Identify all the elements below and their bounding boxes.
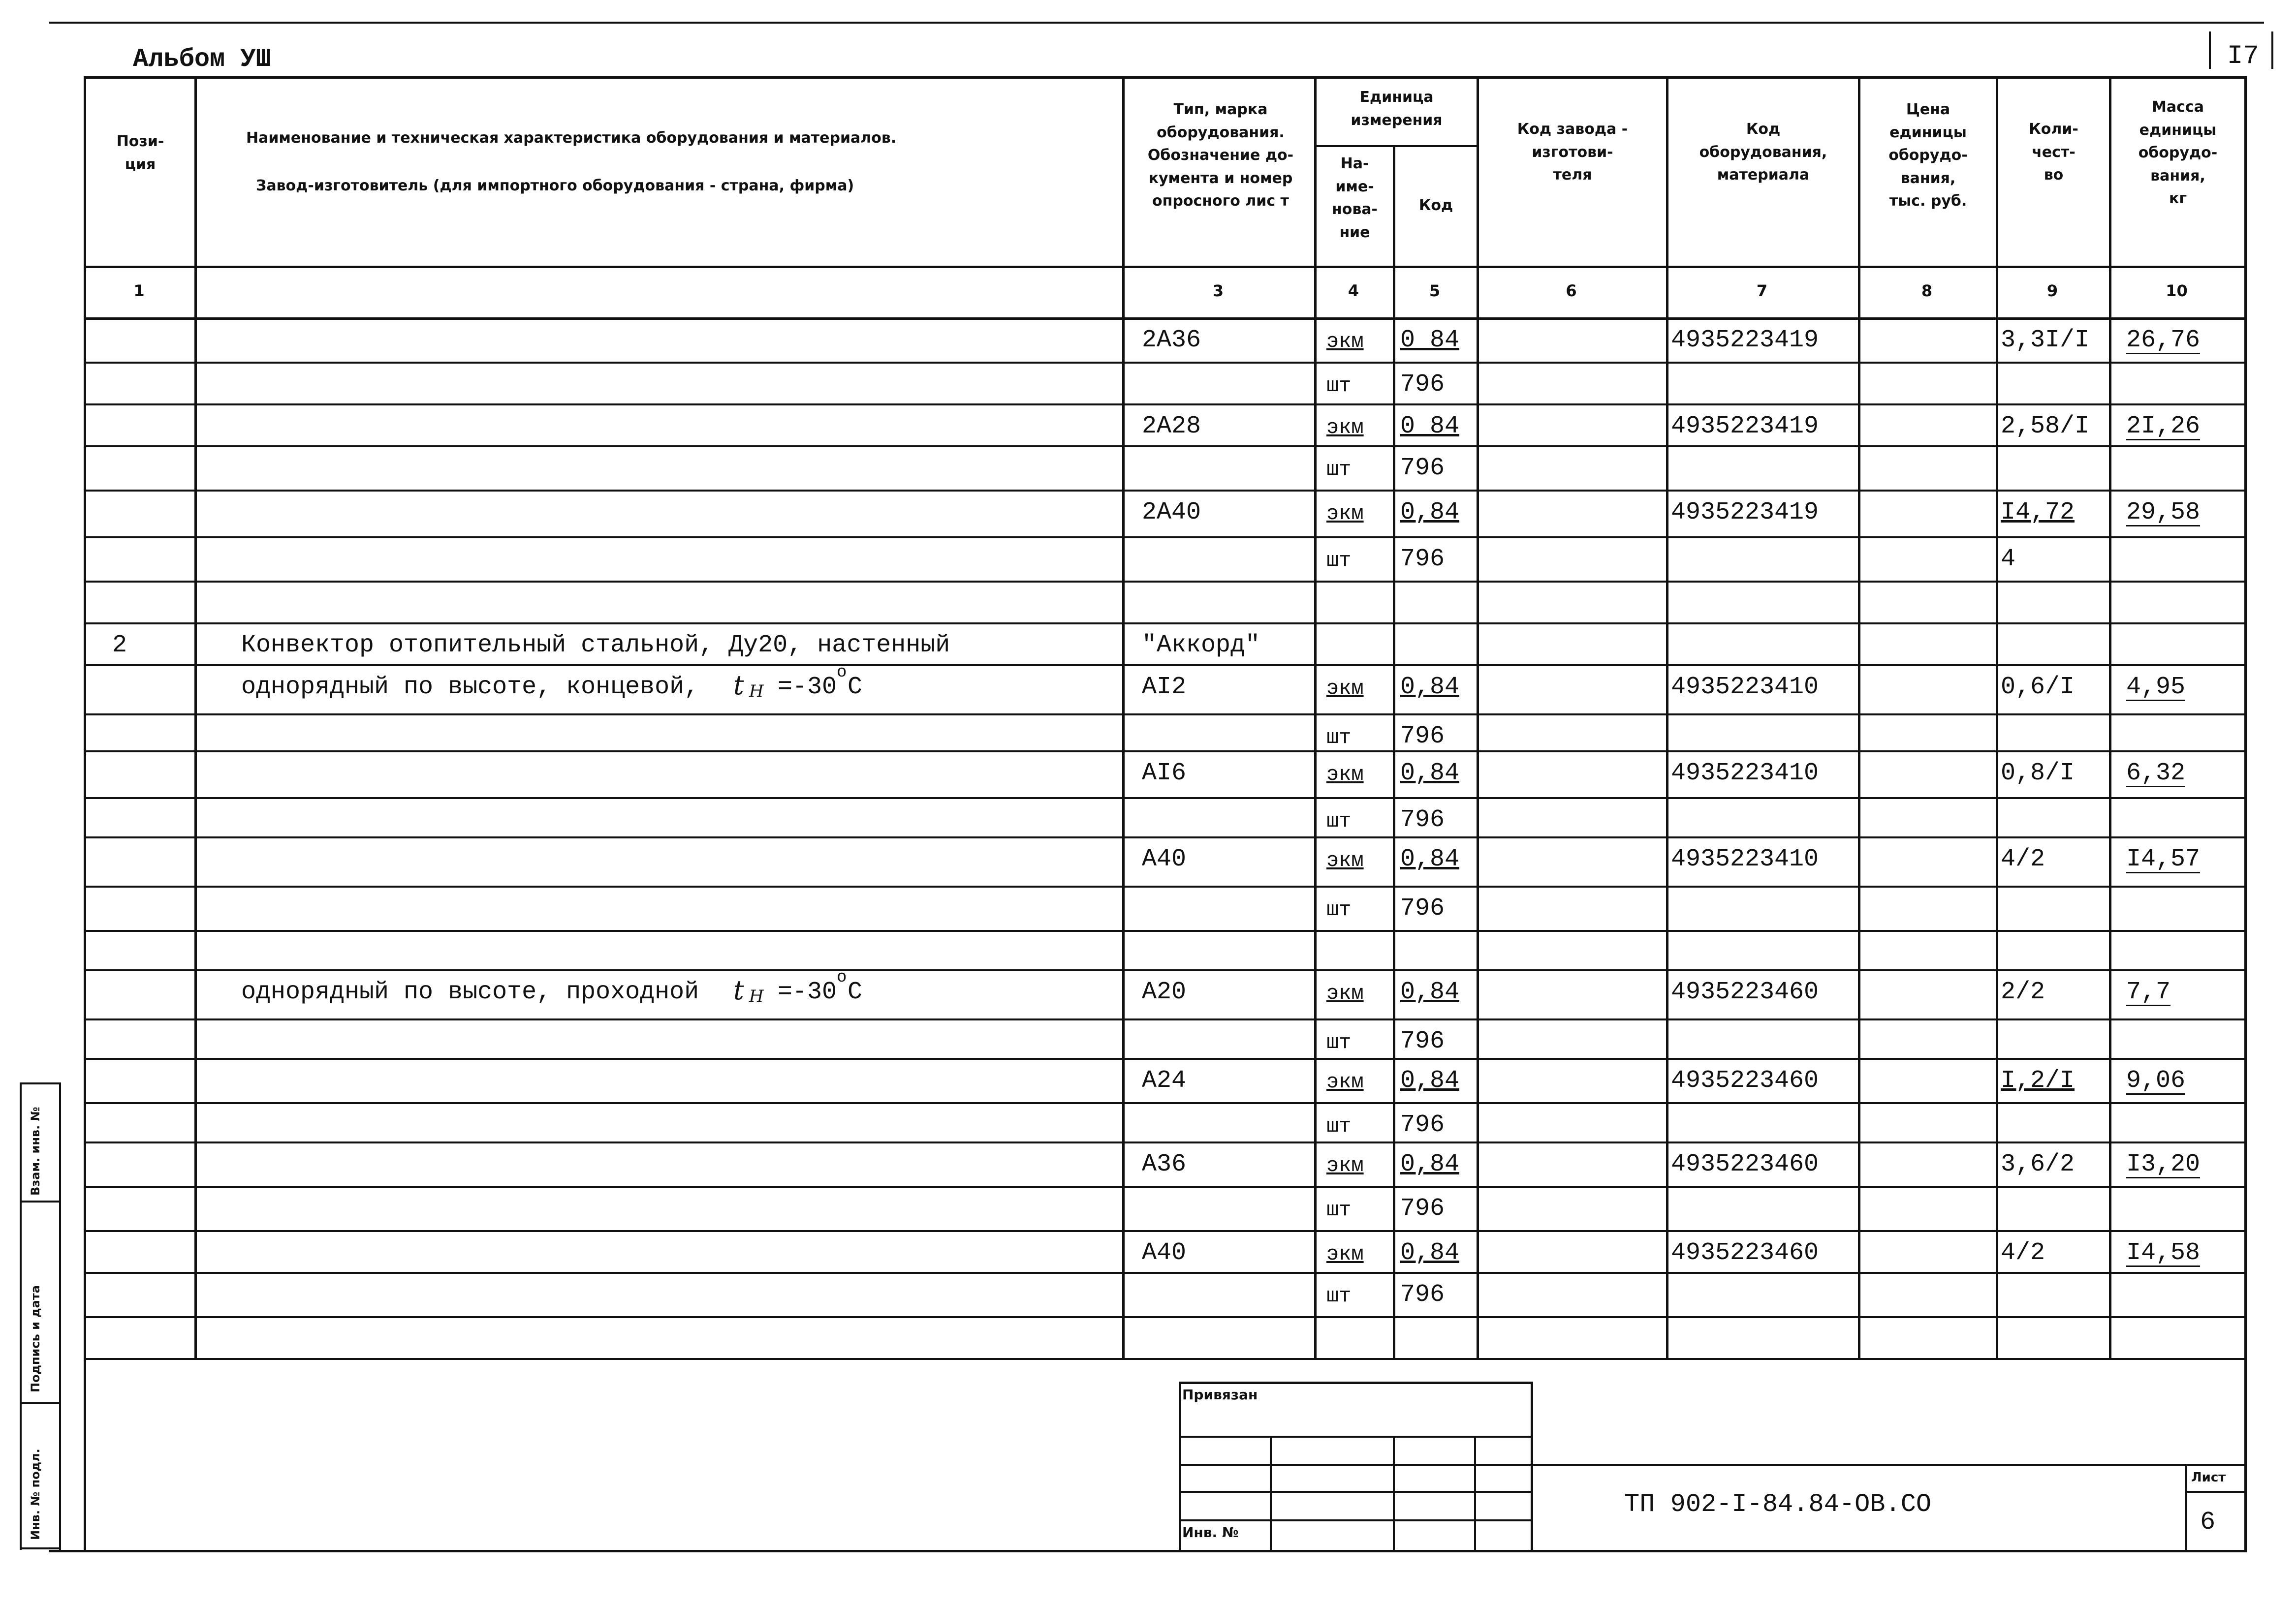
- row-unit: экм: [1326, 982, 1364, 1005]
- row-line: [84, 886, 2244, 888]
- column-number: 7: [1756, 281, 1768, 300]
- row-unit: экм: [1326, 763, 1364, 786]
- row-unit: шт: [1326, 549, 1352, 572]
- frame-left: [84, 1358, 86, 1552]
- row-type: А36: [1142, 1150, 1187, 1178]
- page-number: I7: [2227, 41, 2259, 71]
- row-type: АI2: [1142, 673, 1187, 701]
- row-unit: шт: [1326, 1284, 1352, 1308]
- row-unit: шт: [1326, 809, 1352, 833]
- row-line: [84, 403, 2244, 405]
- row-unit-code: 0,84: [1400, 1150, 1460, 1178]
- row-equipment-code: 4935223460: [1671, 1067, 1819, 1095]
- row-quantity: 0,6/I: [2001, 673, 2075, 701]
- row-unit: экм: [1326, 1070, 1364, 1094]
- header-type: Тип, марка оборудования. Обозначение до- кумента и номер опросного лис т: [1147, 101, 1294, 210]
- temperature-subscript: Н: [749, 681, 764, 701]
- row-unit-code: 0,84: [1400, 1067, 1460, 1095]
- header-quantity: Коли- чест- во: [2029, 121, 2078, 184]
- column-number: 6: [1566, 281, 1577, 300]
- row-unit-code: 796: [1400, 895, 1445, 923]
- row-type: А40: [1142, 845, 1187, 873]
- stamp-line: [2185, 1491, 2244, 1493]
- album-title: Альбом УШ: [133, 45, 271, 74]
- temperature-value: =-30: [778, 978, 837, 1006]
- header-name-line1: Наименование и техническая характеристика оборудования и материалов.: [246, 129, 897, 147]
- row-unit: экм: [1326, 502, 1364, 525]
- row-unit: шт: [1326, 1198, 1352, 1222]
- column-line: [1122, 76, 1125, 1358]
- row-equipment-code: 4935223460: [1671, 1239, 1819, 1267]
- header-equipment-code: Код оборудования, материала: [1699, 121, 1827, 184]
- numbers-bottom-line: [84, 317, 2244, 320]
- row-name: однорядный по высоте, концевой,: [241, 673, 699, 701]
- stamp-line: [1474, 1436, 1476, 1550]
- header-mass: Масса единицы оборудо- вания, кг: [2138, 98, 2218, 207]
- stamp-line: [1531, 1382, 1533, 1550]
- header-price: Цена единицы оборудо- вания, тыс. руб.: [1888, 101, 1968, 210]
- side-stamp-line: [59, 1082, 61, 1550]
- row-equipment-code: 4935223419: [1671, 412, 1819, 440]
- row-unit: экм: [1326, 1242, 1364, 1266]
- row-line: [84, 581, 2244, 583]
- row-unit-code: 796: [1400, 1281, 1445, 1309]
- inv-label: Инв. №: [1182, 1524, 1239, 1541]
- row-unit-code: 796: [1400, 806, 1445, 834]
- stamp-line: [1179, 1519, 1533, 1521]
- row-equipment-code: 4935223460: [1671, 1150, 1819, 1178]
- row-mass: I4,58: [2126, 1239, 2201, 1267]
- row-quantity: I,2/I: [2001, 1067, 2075, 1095]
- row-unit: шт: [1326, 458, 1352, 481]
- row-line: [84, 930, 2244, 932]
- row-mass: 26,76: [2126, 326, 2201, 354]
- row-line: [84, 1102, 2244, 1104]
- row-unit-code: 0 84: [1400, 412, 1460, 440]
- column-number: 1: [133, 281, 145, 300]
- header-unit-group: Единица измерения: [1351, 89, 1443, 129]
- stamp-line: [1270, 1436, 1272, 1550]
- row-unit-code: 0,84: [1400, 759, 1460, 787]
- row-mass: I4,57: [2126, 845, 2201, 873]
- column-number: 9: [2046, 281, 2058, 300]
- temperature-value: =-30: [778, 673, 837, 701]
- row-unit-code: 0,84: [1400, 845, 1460, 873]
- row-unit: шт: [1326, 374, 1352, 398]
- row-unit-code: 796: [1400, 370, 1445, 399]
- row-type: А20: [1142, 978, 1187, 1006]
- row-line: [84, 1358, 2244, 1360]
- column-number: 5: [1429, 281, 1441, 300]
- header-name-line2: Завод-изготовитель (для импортного оборудования - страна, фирма): [256, 177, 854, 194]
- row-line: [84, 536, 2244, 538]
- stamp-line: [1533, 1464, 2244, 1466]
- row-unit-code: 796: [1400, 722, 1445, 750]
- column-line: [1996, 76, 1998, 1358]
- column-line: [2109, 76, 2111, 1358]
- row-quantity: 2/2: [2001, 978, 2045, 1006]
- side-stamp-line: [20, 1082, 22, 1550]
- temperature-unit: С: [848, 673, 863, 701]
- row-type: А40: [1142, 1239, 1187, 1267]
- row-type: 2А28: [1142, 412, 1201, 440]
- row-unit-code: 0 84: [1400, 326, 1460, 354]
- row-unit-code: 0,84: [1400, 673, 1460, 701]
- row-unit: шт: [1326, 898, 1352, 922]
- row-quantity: 3,6/2: [2001, 1150, 2075, 1178]
- row-line: [84, 1316, 2244, 1318]
- row-line: [84, 797, 2244, 799]
- stamp-line: [1179, 1436, 1533, 1438]
- column-line: [1393, 145, 1395, 1358]
- column-line: [1858, 76, 1860, 1358]
- row-mass: 7,7: [2126, 978, 2171, 1006]
- stamp-line: [1179, 1382, 1533, 1384]
- sheet-number: 6: [2200, 1508, 2216, 1537]
- row-unit-code: 0,84: [1400, 1239, 1460, 1267]
- row-name: однорядный по высоте, проходной: [241, 978, 699, 1006]
- row-mass: I3,20: [2126, 1150, 2201, 1178]
- row-quantity: 4: [2001, 545, 2016, 573]
- row-position: 2: [112, 631, 127, 659]
- row-unit: экм: [1326, 416, 1364, 439]
- temperature-subscript: Н: [749, 987, 764, 1006]
- row-unit: шт: [1326, 1114, 1352, 1138]
- column-line: [1314, 76, 1317, 1358]
- row-equipment-code: 4935223460: [1671, 978, 1819, 1006]
- row-equipment-code: 4935223419: [1671, 326, 1819, 354]
- stamp-line: [1393, 1436, 1395, 1550]
- temperature-unit: С: [848, 978, 863, 1006]
- row-unit-code: 0,84: [1400, 978, 1460, 1006]
- header-factory-code: Код завода - изготови- теля: [1517, 121, 1628, 184]
- column-line: [194, 76, 197, 1358]
- row-unit-code: 796: [1400, 1111, 1445, 1139]
- sheet-label: Лист: [2191, 1470, 2226, 1485]
- row-mass: 29,58: [2126, 498, 2201, 526]
- column-number: 3: [1212, 281, 1224, 300]
- row-unit-code: 0,84: [1400, 498, 1460, 526]
- row-line: [84, 836, 2244, 838]
- row-equipment-code: 4935223410: [1671, 759, 1819, 787]
- row-type: 2А36: [1142, 326, 1201, 354]
- side-label: Взам. инв. №: [29, 1107, 42, 1196]
- side-label: Подпись и дата: [29, 1285, 42, 1392]
- row-mass: 4,95: [2126, 673, 2186, 701]
- row-line: [84, 1018, 2244, 1020]
- row-quantity: 4/2: [2001, 1239, 2045, 1267]
- row-unit: шт: [1326, 726, 1352, 749]
- row-line: [84, 969, 2244, 971]
- column-line: [2244, 76, 2247, 1358]
- side-stamp-line: [20, 1402, 61, 1404]
- row-mass: 9,06: [2126, 1067, 2186, 1095]
- row-unit-code: 796: [1400, 545, 1445, 573]
- column-number: 10: [2166, 281, 2188, 300]
- stamp-line: [1179, 1382, 1181, 1550]
- row-line: [84, 362, 2244, 364]
- row-line: [84, 664, 2244, 666]
- row-type: "Аккорд": [1142, 631, 1260, 659]
- side-label: Инв. № подл.: [29, 1449, 42, 1540]
- row-line: [84, 1058, 2244, 1060]
- row-name: Конвектор отопительный стальной, Ду20, настенный: [241, 631, 950, 659]
- frame-right: [2244, 1358, 2247, 1552]
- side-stamp-line: [20, 1547, 61, 1549]
- linked-label: Привязан: [1182, 1387, 1258, 1403]
- row-line: [84, 490, 2244, 492]
- row-quantity: 4/2: [2001, 845, 2045, 873]
- row-line: [84, 1141, 2244, 1143]
- frame-bottom: [49, 1550, 2247, 1552]
- document-code: ТП 902-I-84.84-ОВ.СО: [1624, 1490, 1932, 1519]
- row-line: [84, 1186, 2244, 1188]
- header-position: Пози- ция: [116, 133, 164, 173]
- row-equipment-code: 4935223410: [1671, 845, 1819, 873]
- side-stamp-line: [20, 1082, 61, 1084]
- row-type: 2А40: [1142, 498, 1201, 526]
- row-unit-code: 796: [1400, 1195, 1445, 1223]
- row-type: А24: [1142, 1067, 1187, 1095]
- stamp-line: [1179, 1491, 1533, 1493]
- degree-sign: о: [837, 663, 847, 682]
- row-equipment-code: 4935223410: [1671, 673, 1819, 701]
- table-border-top: [84, 76, 2244, 79]
- header-unit-code: Код: [1418, 197, 1453, 214]
- row-type: АI6: [1142, 759, 1187, 787]
- row-line: [84, 713, 2244, 715]
- degree-sign: о: [837, 968, 847, 987]
- row-quantity: 0,8/I: [2001, 759, 2075, 787]
- side-stamp-line: [20, 1201, 61, 1203]
- row-unit: экм: [1326, 1154, 1364, 1177]
- row-unit: экм: [1326, 849, 1364, 872]
- row-unit: экм: [1326, 677, 1364, 700]
- row-quantity: I4,72: [2001, 498, 2075, 526]
- header-unit-name: На- име- нова- ние: [1331, 155, 1378, 241]
- temperature-symbol: t: [733, 975, 744, 1006]
- column-line: [1477, 76, 1479, 1358]
- row-line: [84, 750, 2244, 752]
- row-mass: 2I,26: [2126, 412, 2201, 440]
- row-mass: 6,32: [2126, 759, 2186, 787]
- temperature-symbol: t: [733, 670, 744, 701]
- row-unit: экм: [1326, 330, 1364, 353]
- row-line: [84, 622, 2244, 624]
- row-unit-code: 796: [1400, 1027, 1445, 1055]
- header-bottom-line: [84, 266, 2244, 268]
- stamp-line: [1179, 1464, 1533, 1466]
- row-unit: шт: [1326, 1031, 1352, 1054]
- stamp-line: [2185, 1464, 2187, 1550]
- row-equipment-code: 4935223419: [1671, 498, 1819, 526]
- row-line: [84, 1230, 2244, 1232]
- column-number: 8: [1921, 281, 1933, 300]
- row-unit-code: 796: [1400, 454, 1445, 482]
- row-quantity: 2,58/I: [2001, 412, 2090, 440]
- row-line: [84, 1272, 2244, 1274]
- column-line: [84, 76, 86, 1358]
- unit-group-line: [1314, 145, 1477, 147]
- row-quantity: 3,3I/I: [2001, 326, 2090, 354]
- column-line: [1666, 76, 1668, 1358]
- row-line: [84, 445, 2244, 447]
- column-number: 4: [1348, 281, 1359, 300]
